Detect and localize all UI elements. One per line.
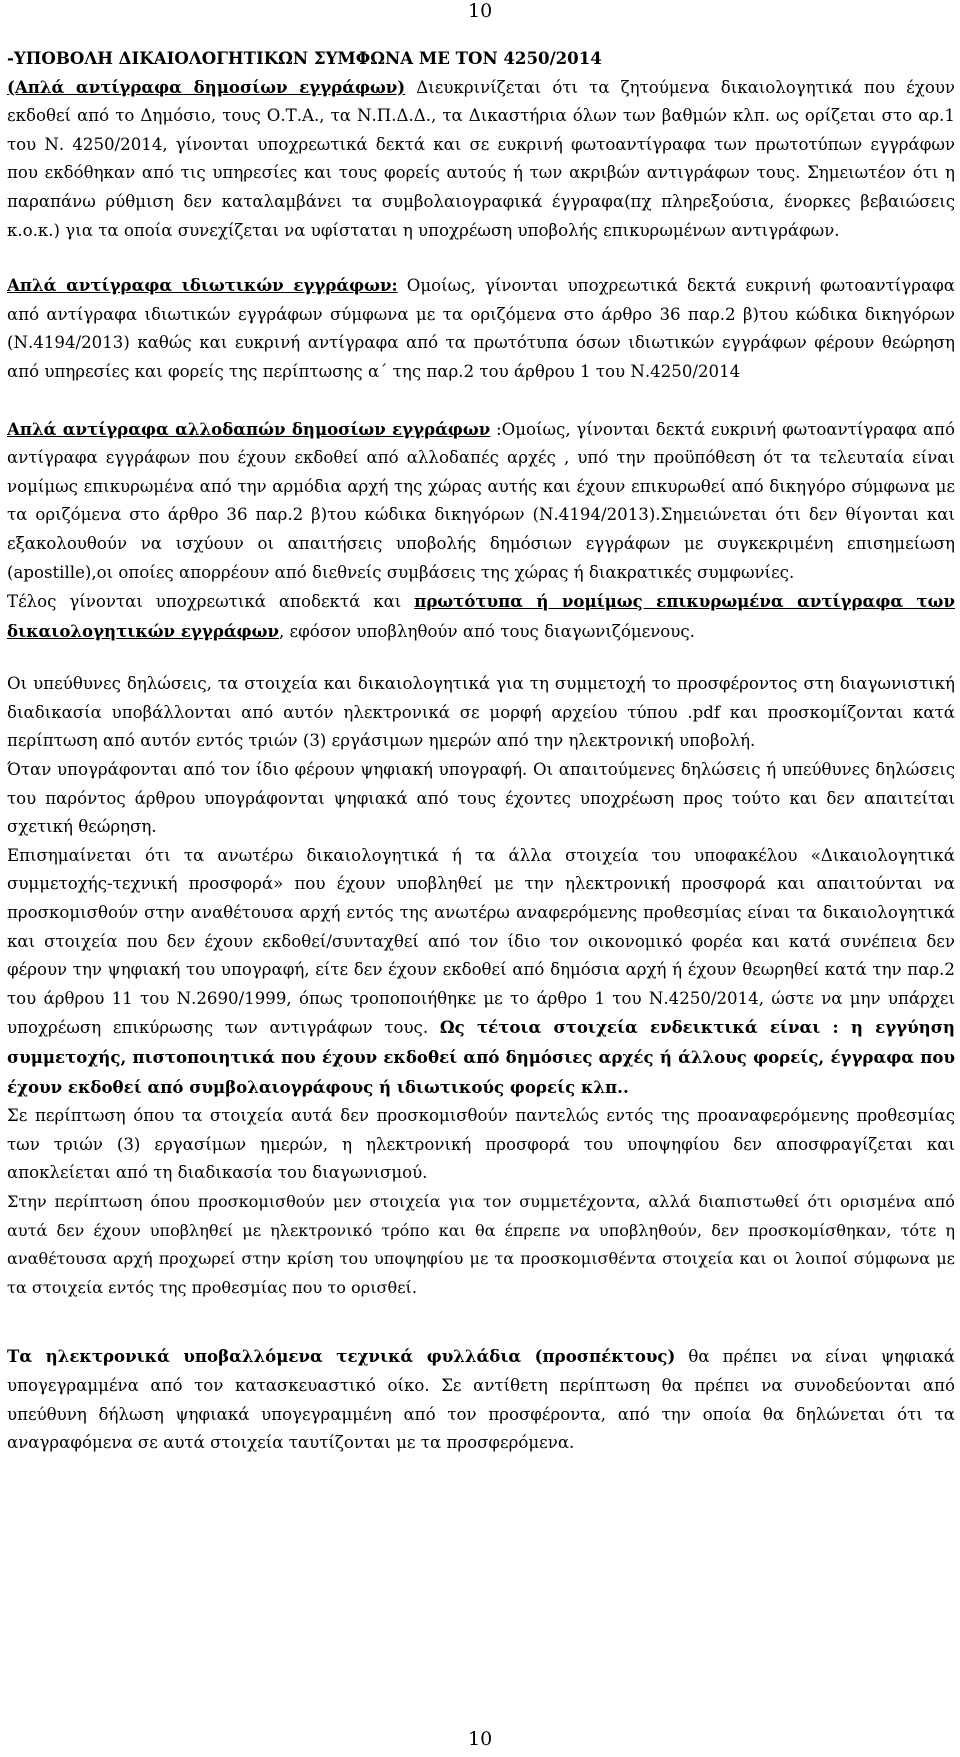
lead-public-documents: (Απλά αντίγραφα δημοσίων εγγράφων): [7, 76, 406, 97]
text-technical-leaflets: θα πρέπει να είναι ψηφιακά υπογεγραμμένα από τον κατασκευαστικό οίκο. Σε αντίθετη περίπτωση θα πρέπει να συνοδεύονται από υπεύθυνη δήλωση ψηφιακά υπογεγραμμένη από τον προσφέροντα, από την οποία θα δηλώνεται ότι τα αναγραφόμενα σε αυτά στοιχεία ταυτίζονται με τα προσφερόμενα.: [7, 1347, 955, 1453]
paragraph-submission-note: [7, 842, 955, 1102]
text-originals-post: , εφόσον υποβληθούν από τους διαγωνιζόμενους.: [278, 621, 695, 641]
text-originals-bold: πρωτότυπα ή νομίμως επικυρωμένα αντίγραφα των δικαιολογητικών εγγράφων: [7, 591, 955, 641]
lead-private-documents: Απλά αντίγραφα ιδιωτικών εγγράφων:: [7, 275, 398, 296]
document-body: [7, 44, 955, 1458]
page-number-top: 10: [468, 0, 493, 22]
paragraph-declarations: Οι υπεύθυνες δηλώσεις, τα στοιχεία και δικαιολογητικά για τη συμμετοχή το προσφέροντος στη διαγωνιστική διαδικασία υποβάλλονται από αυτόν ηλεκτρονικά σε μορφή αρχείου τύπου .pdf και προσκομίζονται κατά περίπτωση από αυτόν εντός τριών (3) εργάσιμων ημερών από την ηλεκτρονική υποβολή.: [7, 674, 955, 751]
paragraph-partial-submission: Στην περίπτωση όπου προσκομισθούν μεν στοιχεία για τον συμμετέχοντα, αλλά διαπιστωθεί ότι ορισμένα από αυτά δεν έχουν υποβληθεί με ηλεκτρονικό τρόπο και θα έπρεπε να υποβληθούν, δεν προσκομίσθηκαν, τότε η αναθέτουσα αρχή προχωρεί στην κρίση του υποψηφίου με τα προσκομισθέντα στοιχεία και οι λοιποί σύμφωνα με τα στοιχεία εντός της προθεσμίας που το ορισθεί.: [7, 1191, 955, 1297]
text-originals-pre: Τέλος γίνονται υποχρεωτικά αποδεκτά και: [7, 592, 415, 612]
section-heading: -ΥΠΟΒΟΛΗ ΔΙΚΑΙΟΛΟΓΗΤΙΚΩΝ ΣΥΜΦΩΝΑ ΜΕ ΤΟΝ 4250/2014: [7, 48, 602, 68]
paragraph-public-documents: [7, 73, 955, 246]
paragraph-technical-leaflets: [7, 1342, 955, 1457]
text-submission-note: Επισημαίνεται ότι τα ανωτέρω δικαιολογητικά ή τα άλλα στοιχεία του υποφακέλου «Δικαιολογητικά συμμετοχής-τεχνική προσφορά» που έχουν υποβληθεί με την ηλεκτρονική προσφορά και απαιτούνται να προσκομισθούν στην αναθέτουσα αρχή εντός της ανωτέρω αναφερόμενης προθεσμίας είναι τα δικαιολογητικά και στοιχεία που δεν έχουν εκδοθεί/συνταχθεί από τον ίδιο τον οικονομικό φορέα και κατά συνέπεια δεν φέρουν την ψηφιακή του υπογραφή, είτε δεν έχουν εκδοθεί από δημόσια αρχή ή έχουν θεωρηθεί κατά την παρ.2 του άρθρου 11 του Ν.2690/1999, όπως τροποποιήθηκε με το άρθρο 1 του Ν.4250/2014, ώστε να μην υπάρχει υποχρέωση επικύρωσης των αντιγράφων τους.: [7, 845, 955, 1038]
paragraph-digital-signature: Όταν υπογράφονται από τον ίδιο φέρουν ψηφιακή υπογραφή. Οι απαιτούμενες δηλώσεις ή υπεύθυνες δηλώσεις του παρόντος άρθρου υπογράφονται ψηφιακά από τους έχοντες υποχρέωση προς τούτο και δεν απαιτείται σχετική θεώρηση.: [7, 760, 955, 837]
paragraph-private-documents: [7, 271, 955, 386]
lead-foreign-documents: Απλά αντίγραφα αλλοδαπών δημοσίων εγγράφων: [7, 418, 491, 439]
text-public-documents: Διευκρινίζεται ότι τα ζητούμενα δικαιολογητικά που έχουν εκδοθεί από το Δημόσιο, τους Ο.Τ.Α., τα Ν.Π.Δ.Δ., τα Δικαστήρια όλων των βαθμών κλπ. ως ορίζεται στο αρ.1 του Ν. 4250/2014, γίνονται υποχρεωτικά δεκτά και σε ευκρινή φωτοαντίγραφα των πρωτοτύπων εγγράφων που εκδόθηκαν από τις υπηρεσίες και τους φορείς αυτούς ή των ακριβών αντιγράφων τους. Σημειωτέον ότι η παραπάνω ρύθμιση δεν καταλαμβάνει τα συμβολαιογραφικά έγγραφα(πχ πληρεξούσια, ένορκες βεβαιώσεις κ.ο.κ.) για τα οποία συνεχίζεται να υφίσταται η υποχρέωση υποβολής επικυρωμένων αντιγράφων.: [7, 77, 955, 240]
page-number-bottom: 10: [468, 1728, 493, 1750]
paragraph-originals: [7, 587, 955, 646]
text-private-documents: Ομοίως, γίνονται υποχρεωτικά δεκτά ευκρινή φωτοαντίγραφα από αντίγραφα ιδιωτικών εγγράφων σύμφωνα με τα οριζόμενα στο άρθρο 36 παρ.2 β)του κώδικα δικηγόρων (Ν.4194/2013) καθώς και ευκρινή αντίγραφα από τα πρωτότυπα όσων ιδιωτικών εγγράφων φέρουν θεώρηση από υπηρεσίες και φορείς της περίπτωσης α΄ της παρ.2 του άρθρου 1 του Ν.4250/2014: [7, 276, 955, 381]
lead-technical-leaflets: Τα ηλεκτρονικά υποβαλλόμενα τεχνικά φυλλάδια (προσπέκτους): [7, 1346, 676, 1367]
paragraph-foreign-documents: [7, 415, 955, 588]
text-foreign-documents: :Ομοίως, γίνονται δεκτά ευκρινή φωτοαντίγραφα από αντίγραφα εγγράφων που έχουν εκδοθεί από αλλοδαπές αρχές , υπό την προϋπόθεση ότ τα τελευταία είναι νομίμως επικυρωμένα από την αρμόδια αρχή της χώρας αυτής και έχουν επικυρωθεί από δικηγόρο σύμφωνα με τα οριζόμενα στο άρθρο 36 παρ.2 β)του κώδικα δικηγόρων (Ν.4194/2013).Σημειώνεται ότι δεν θίγονται και εξακολουθούν να ισχύουν οι απαιτήσεις υποβολής δημόσιων εγγράφων με συγκεκριμένη επισημείωση (apostille),οι οποίες απορρέουν από διεθνείς συμβάσεις της χώρας ή διακρατικές συμφωνίες.: [7, 419, 955, 582]
text-submission-examples: Ως τέτοια στοιχεία ενδεικτικά είναι : η εγγύηση συμμετοχής, πιστοποιητικά που έχουν εκδοθεί από δημόσιες αρχές ή άλλους φορείς, έγγραφα που έχουν εκδοθεί από συμβολαιογράφους ή ιδιωτικούς φορείς κλπ..: [7, 1017, 955, 1097]
paragraph-non-submission: Σε περίπτωση όπου τα στοιχεία αυτά δεν προσκομισθούν παντελώς εντός της προαναφερόμενης προθεσμίας των τριών (3) εργασίμων ημερών, η ηλεκτρονική προσφορά του υποψηφίου δεν αποσφραγίζεται και αποκλείεται από τη διαδικασία του διαγωνισμού.: [7, 1106, 955, 1183]
